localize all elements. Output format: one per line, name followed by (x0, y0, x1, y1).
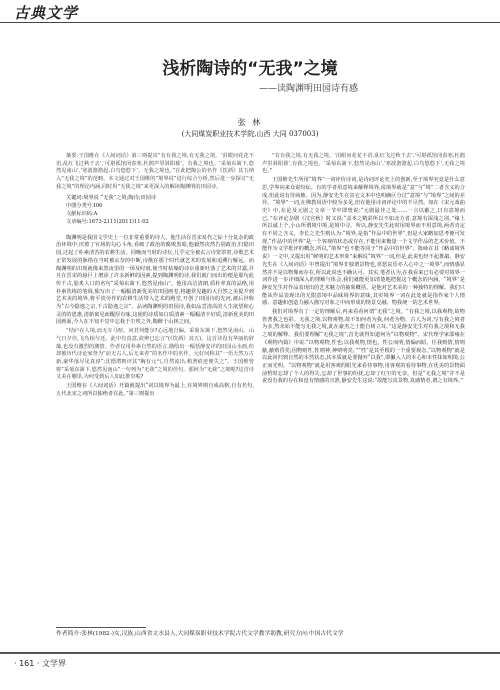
body-paragraph: 王国维在《人间词话》开篇就提出“词以境界为最上,有境界则自成高格,自有名句,五代北宋之词所以独绝者在此。”第三则提出 (56, 383, 254, 397)
right-column (262, 153, 465, 387)
keywords: 关键词:境界说 “无我”之境;陶诗;田园诗 (66, 194, 157, 201)
author-affiliation: (大同煤炭职业技术学院,山西 大同 037003) (181, 130, 319, 138)
left-body (56, 235, 254, 399)
left-column (56, 153, 254, 399)
running-header (0, 0, 500, 23)
body-paragraph: 陶渊明是我国文学史上一位非常重要的诗人。他生活在晋宋易代之际十分复杂的政治环境中,厌倦了官场的勾心斗角,看破了政治的腐败黑暗,他毅然决然告别政治,归隐田园,过起了朴素清苦的农耕生活。同晚而当时的诗坛,几乎完全被玄言诗笼罩着,诗歌艺术正常发展的脉络在当时被玄奈的中断,诗歌在那个时代就艺术的发展和追溯行解远。而陶渊明的出现就像来黑夜里的一场及时雨,使当时枯燥的诗坛重新吐落了艺术的甘露,并且在晋宋的悬巨上增添了许多新鲜的因素,提到陶渊明的诗,我们就门而出的便是那句此传千古,脍炙人口的名句“采菊东篱下,悠然见南山”。他用高洁清朗,质朴率真的品格,用朴素洗练的笔调,独写出了一幅幅清新优美的田园画卷,将趣常见趣的大自然之美提升到艺术美的境界,将平淡劳作的农耕生活带入艺术的殿堂,开创了田园诗的先河,被后世称为“古今隐逸之宗,千古隐逸之宗”。品读陶渊明的田园诗,我如品尝清高的人生欲望和心灵的的恩惠,清新寓见而醒厚有味,这使的诗质如白质清素一幅幅清丰好质,清新优美的田园画面,今人在不知不觉中忘我于尘埃之外,陶醉于山林之间。 (56, 234, 254, 326)
article-number: 文章编号:1673-2111(2011)11-02 (66, 219, 149, 226)
author-name: 张 林 (237, 118, 263, 127)
footer-divider (0, 652, 500, 654)
footnote-divider (56, 627, 146, 628)
journal-name: 古典文学 (14, 4, 79, 22)
article-title: 浅析陶诗的“无我”之境 (162, 59, 338, 79)
body-paragraph: “有有我之境,有无我之境。‘泪眼问花花不语,乱红飞过秋千去’,‘可堪孤馆闭春寒,杜鹃声里斜阳暮’,有我之境也。‘采菊东篱下,悠然见南山’,‘寒波澹澹起,白鸟悠悠下’,无我之境也。” (262, 153, 465, 175)
page-number: · 161 · 文学界 (14, 659, 66, 668)
body-paragraph: “结庐在人境,而无车马喧。问君何能尔?心远地自偏。采菊东篱下,悠然见南山。山气日夕佳,飞鸟相与还。此中有真意,欲辨已忘言”(《饮酒》其五)。这首诗没有华丽的辞藻,也没有激烈的激情。作者仅用朴素自然的语言,描绘出一幅恬静安详的田园山水画,但却被历代诗论家誉为“前无古人,后无来者”的名作中的名作。元好问称其“一语天然万古新,豪华落尽见真淳”;沈德潜则评其“胸有元气,自然流出,稍著痕迹便失之”。王国维曾将“采菊东篱下,悠然见南山”一句列为“无我”之境的佳句。那何为“无我”之境呢?这首诗又美在哪里,为何受到后人如此推崇呢? (56, 328, 254, 381)
author-footnote: 作者简介:张林(1982-)女,汉族,山西省文水县人,大同煤炭职业技术学院古代文学教学助教,研究方向:中国古代文学 (56, 631, 344, 637)
body-paragraph: 我们对境界有了一定的理解后,再来看看何谓“无我”之境。“有我之境,以我观物,故物皆著我之色彩。无我之境,以物观物,故不知何者为我,何者为物。古人为词,写有我之境者为多,然未始不能写无我之境,此在豪杰之士能自树立耳。”这是静安先生对有我之境和无我之境的解释。我们要理解“无我之境”,首先就得知道何为“以物观物”。宋代理学家邵雍在《观物内篇》中说:“以物观物,性也;以我观物,情也。性公而明,情偏而暗。任我则情,情则蔽,蔽则昏矣;因物则性,性则神,神则明矣。”“性”是其至根的一个重要观念,“以物观物”就是以此回归到自然的本然状态,其本质就是要抛弃“以我”,即撇入人的本心和本性抹如明境,公正而光明。“以物观物”就是用客观的眼光来看待事物,用客观的看待事物,在优美的景物面前暂时忘却了个人的得失,忘却了世事的纷扰,忘却了红尘的无奈。但是“无我之境”并不是说没有我的存在和没有情感的宣泄,静安先生这说:“故能写真景物,真感情者,谓之有境界。” (262, 309, 465, 385)
abstract (56, 153, 254, 192)
clc-number: 中图分类号:I06 (66, 202, 103, 209)
article-meta (66, 194, 254, 227)
article-subtitle: ——读陶渊明田园诗有感 (258, 84, 358, 94)
document-code: 文献标识码:A (66, 211, 98, 218)
body-paragraph: 王国维先生所用“境界”一词评价诗词,是诗词评论史上的创新,至于境界究竟是什么意思,学界向来众说纷纭。有的学者用意境来解释境界,说境界就是“意”与“境”二者含义的合成,但此说有待商榷。因为,静安先生在其它文本中也明确区分过“意境”与“境界”之间的差异。“境界”一词,在佛教用语中较为多见,但在他用诗词评论中的不尽然。如在《宋元戏曲史》中,在论及元剧之文章一节中即曾说:“元剧最佳之处……一言以蔽之,曰有意境而已。”在评论杂剧《汉宫秋》时又说:“盖本之精彩所以不如北方者,意境有深浅之别。”缘上所以诚上个,小山所谓境中境,是境中寻。所以,静安先生此时用境界而不用意境,两者肯定有不同之含义。李长之先生则认为:“境界,是指“作品中的世界”,但是大家略加思考便可发现,“作品中的世界”是一个客观的状态或存在,不能用来衡量一个文学作品的艺术价值。不能作为文学批评的概念,所以,“境界”也不能等同于“作品中的世界”。陈咏在其《略谈境界说》一文中,又提出用“鲜明的艺术形象”来解说“境界”一词,但是,此说也经不起推敲。静安先生在《人间词话》中曾提出“境界非独谓景物也,喜怒哀乐亦人心中之一境界”,而情感显然并不是以物像而存在,所以此说也不确认可。其实,笔者认为,在我看来已有必要对境界一词作进一步详细深入的理解与体会,我们就能更加清楚地把握这个概念的内涵。“境界”是静安先生对作品表现出的艺术魅力的抽象概括。是他对艺术美的一种独特的理解。我们只能从作品表现出的无限意境中品味境界的意味,其实境界一词在此处就是指作家个人情感、意趣和创造力融入描写对象之中而形成的情景交融、物我统一的艺术世界。 (262, 177, 465, 307)
abstract-text: 摘要:王国维在《人间词话》第三则提出“有有我之境,有无我之境。‘泪眼问花花不语,乱红飞过秋千去’,‘可堪孤馆闭春寒,杜鹃声里斜阳暮’。有我之境也。‘采菊东篱下,悠然见南山’,‘寒波澹澹起,白鸟悠悠下’。无我之境也。”在此把陶公的名作《饮酒》其五纳入“无我之境”的范畴。本文通过对王国维的“境界说”进行综合分析,然后进一步探讨“无我之境”的理论内涵,同时用“无我之境”来更深入的解读陶渊明的田园诗。 (56, 153, 254, 190)
